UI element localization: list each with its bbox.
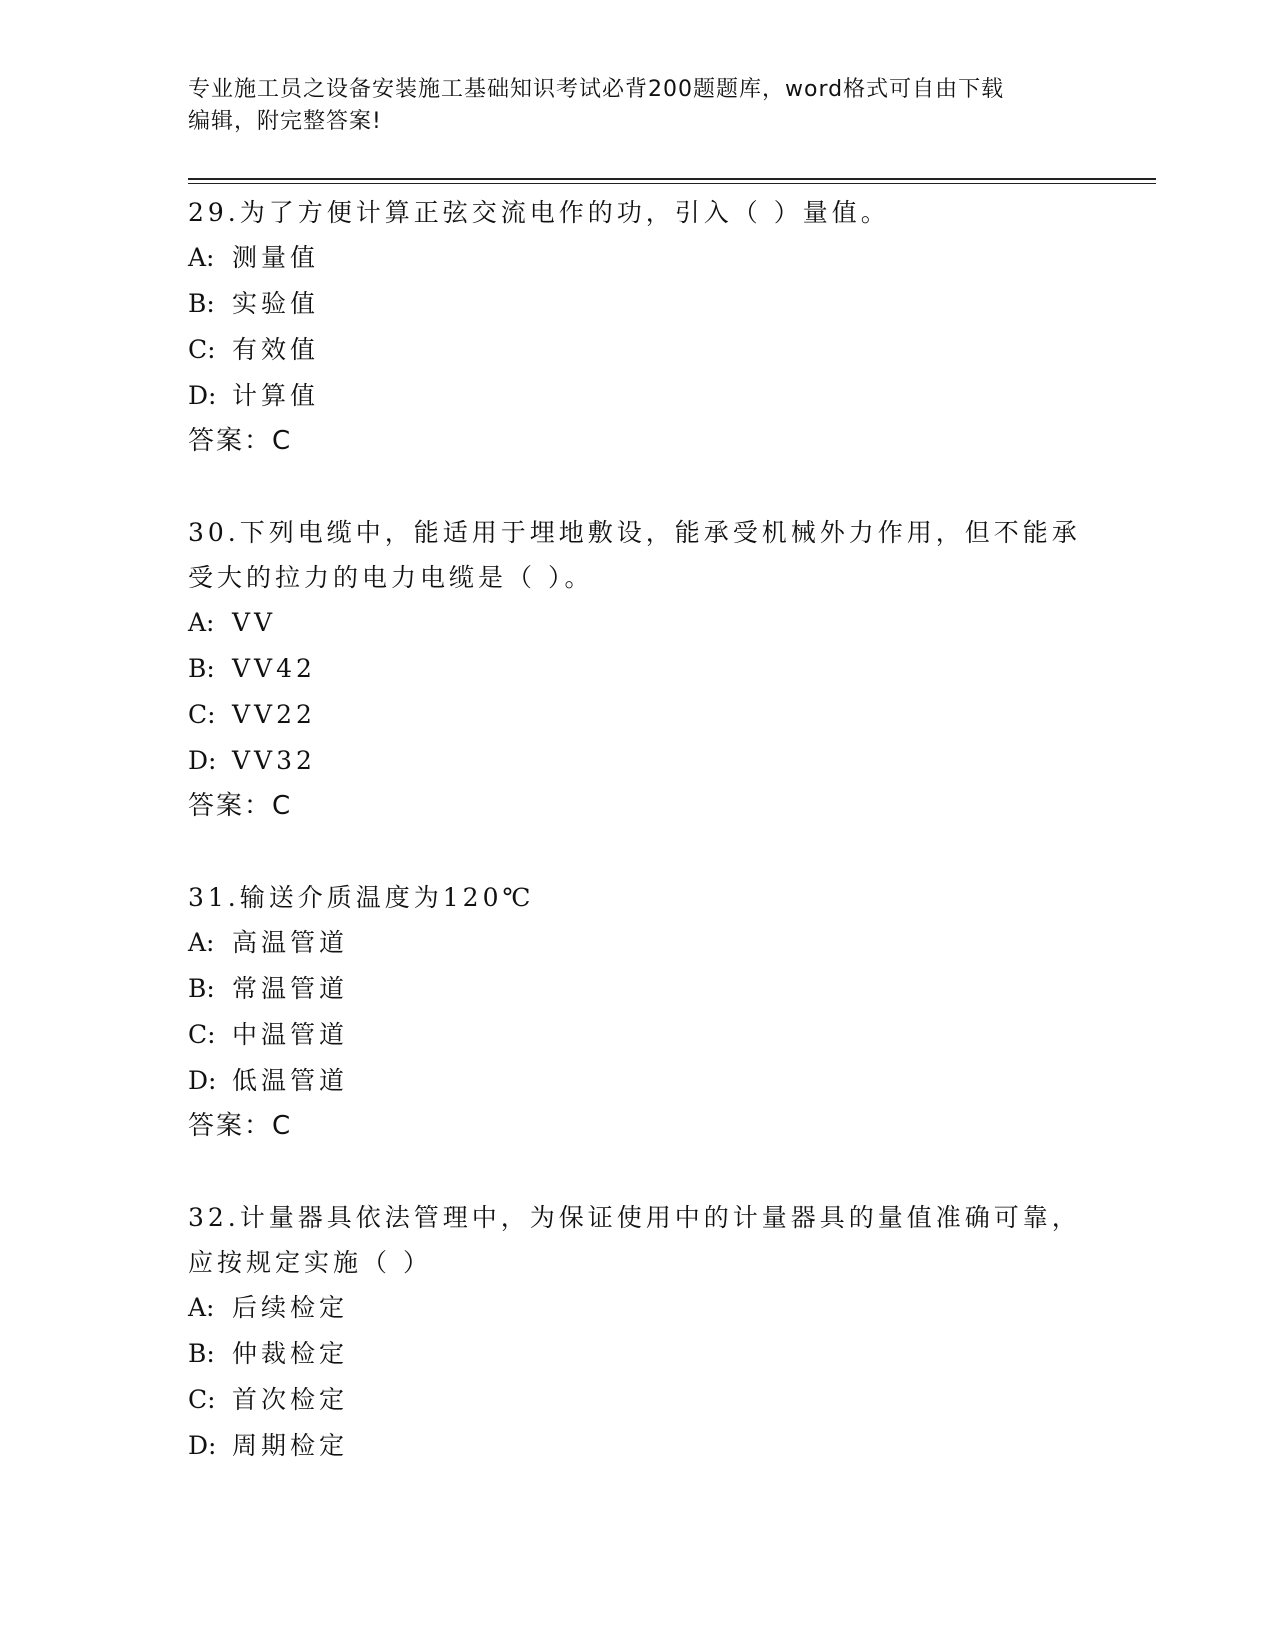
answer: 答案：C — [188, 426, 293, 456]
option-text: 中温管道 — [232, 1020, 349, 1049]
option-text: VV32 — [232, 746, 316, 775]
option-text: 低温管道 — [232, 1066, 349, 1095]
option-key: B: — [188, 1339, 215, 1368]
option-key: D: — [188, 1431, 217, 1460]
option-key: D: — [188, 746, 217, 775]
option-b — [188, 1331, 1088, 1377]
option-a — [188, 235, 1088, 281]
option-key: B: — [188, 974, 215, 1003]
option-text: 常温管道 — [232, 974, 349, 1003]
option-key: B: — [188, 289, 215, 318]
question-stem: 30.下列电缆中，能适用于埋地敷设，能承受机械外力作用，但不能承 — [188, 518, 1081, 547]
question-stem: 受大的拉力的电力电缆是（ ）。 — [188, 563, 594, 592]
option-key: C: — [188, 1385, 216, 1414]
question-stem: 29.为了方便计算正弦交流电作的功，引入（ ）量值。 — [188, 198, 890, 227]
question-stem: 31.输送介质温度为120℃ — [188, 883, 535, 912]
header-line-2: 编辑，附完整答案! — [188, 109, 382, 134]
header-divider-thick — [188, 178, 1156, 180]
option-text: 计算值 — [232, 381, 320, 410]
option-b — [188, 281, 1088, 327]
option-text: 测量值 — [232, 243, 320, 272]
option-key: A: — [188, 1293, 215, 1322]
option-d — [188, 738, 1088, 784]
option-text: 仲裁检定 — [232, 1339, 349, 1368]
option-d — [188, 1423, 1088, 1469]
option-a — [188, 920, 1088, 966]
option-b — [188, 966, 1088, 1012]
option-text: VV — [232, 608, 277, 637]
option-c — [188, 692, 1088, 738]
option-key: C: — [188, 335, 216, 364]
option-c — [188, 327, 1088, 373]
question-stem: 应按规定实施（ ） — [188, 1248, 432, 1277]
option-key: A: — [188, 243, 215, 272]
question-30 — [188, 510, 1088, 830]
option-text: 高温管道 — [232, 928, 349, 957]
question-stem: 32.计量器具依法管理中，为保证使用中的计量器具的量值准确可靠， — [188, 1203, 1081, 1232]
answer: 答案：C — [188, 1111, 293, 1141]
header-line-1: 专业施工员之设备安装施工基础知识考试必背200题题库，word格式可自由下载 — [188, 77, 1005, 102]
answer: 答案：C — [188, 791, 293, 821]
option-text: VV42 — [232, 654, 316, 683]
option-text: 首次检定 — [232, 1385, 349, 1414]
header-divider-thin — [188, 183, 1156, 184]
option-b — [188, 646, 1088, 692]
document-header — [188, 74, 1088, 138]
option-text: 实验值 — [232, 289, 320, 318]
option-d — [188, 1058, 1088, 1104]
option-text: 后续检定 — [232, 1293, 349, 1322]
option-key: C: — [188, 700, 216, 729]
option-key: D: — [188, 381, 217, 410]
option-c — [188, 1377, 1088, 1423]
question-31 — [188, 875, 1088, 1150]
option-text: 有效值 — [232, 335, 320, 364]
option-key: A: — [188, 928, 215, 957]
option-key: B: — [188, 654, 215, 683]
option-text: VV22 — [232, 700, 316, 729]
option-key: C: — [188, 1020, 216, 1049]
option-key: D: — [188, 1066, 217, 1095]
option-d — [188, 373, 1088, 419]
option-c — [188, 1012, 1088, 1058]
option-text: 周期检定 — [232, 1431, 349, 1460]
question-29 — [188, 190, 1088, 465]
option-key: A: — [188, 608, 215, 637]
option-a — [188, 600, 1088, 646]
question-32 — [188, 1195, 1088, 1469]
option-a — [188, 1285, 1088, 1331]
